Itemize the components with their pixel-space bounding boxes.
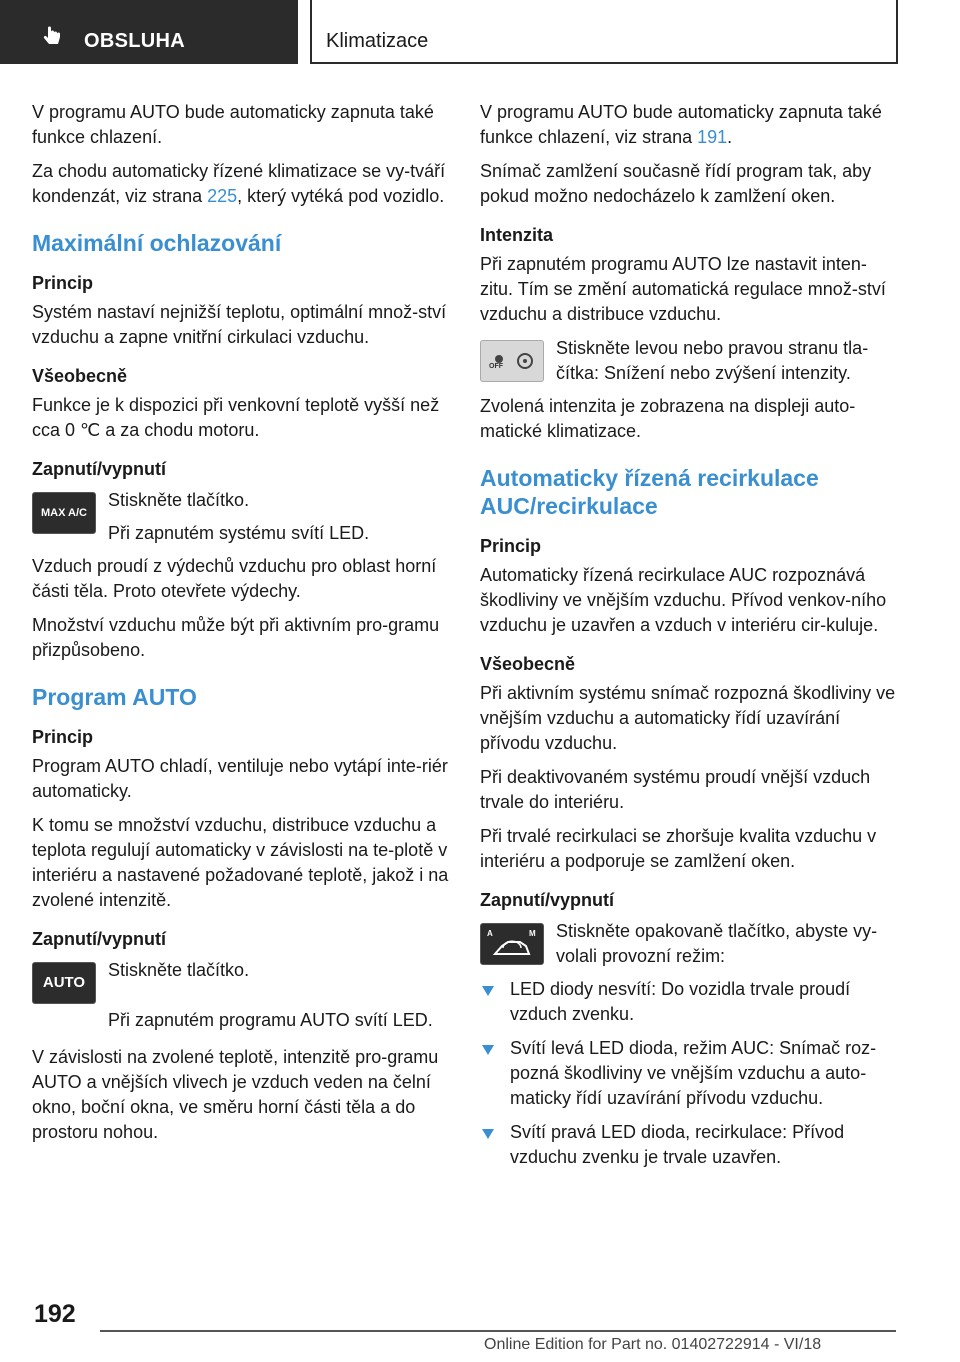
svg-text:M: M [529, 929, 536, 938]
instruction-text: Při zapnutém systému svítí LED. [108, 523, 370, 543]
svg-text:A: A [487, 929, 493, 938]
paragraph: K tomu se množství vzduchu, distribuce vzduchu a teplota regulují automaticky v závislosti na te‐plotě v interiéru a nastavené požadované teplotě, jakož i na zvolené intenzitě. [32, 815, 449, 910]
triangle-bullet-icon [482, 1045, 494, 1055]
paragraph: Zvolená intenzita je zobrazena na displeji auto‐matické klimatizace. [480, 396, 856, 441]
car-recirculation-icon [481, 924, 543, 964]
instruction-text: Stiskněte tlačítko. [108, 490, 250, 510]
paragraph: V programu AUTO bude automaticky zapnuta také funkce chlazení, viz strana 191. [480, 102, 882, 147]
page-header [0, 0, 960, 66]
button-instruction [480, 919, 898, 969]
paragraph: Při aktivním systému snímač rozpozná škodliviny ve vnějším vzduchu a automaticky řídí uzavírání přívodu vzduchu. [480, 683, 896, 753]
subheading: Všeobecně [480, 654, 576, 674]
paragraph: V závislosti na zvolené teplotě, intenzitě pro‐gramu AUTO a vnějších vlivech je vzduch veden na čelní okno, boční okna, ve směru horní části těla a do prostoru nohou. [32, 1047, 439, 1142]
mode-list [480, 977, 898, 1170]
instruction-text: Stiskněte opakovaně tlačítko, abyste vy‐volali provozní režim: [556, 921, 878, 966]
section-heading: Automaticky řízená recirkulace AUC/recirkulace [480, 465, 819, 519]
footer-divider [100, 1330, 896, 1332]
section-tab [0, 0, 298, 64]
paragraph: Při trvalé recirkulaci se zhoršuje kvalita vzduchu v interiéru a podporuje se zamlžení oken. [480, 826, 877, 871]
paragraph: Automaticky řízená recirkulace AUC rozpoznává škodliviny ve vnějším vzduchu. Přívod venkov‐ního vzduchu je uzavřen a vzduch v interiéru cir‐kuluje. [480, 565, 887, 635]
instruction-text: Stiskněte tlačítko. [108, 960, 250, 980]
paragraph: Za chodu automaticky řízené klimatizace se vy‐tváří kondenzát, viz strana 225, který vytéká pod vozidlo. [32, 161, 446, 206]
fan-icon [481, 341, 543, 381]
left-column [32, 100, 450, 1154]
intensity-button-image [480, 340, 544, 382]
subheading: Zapnutí/vypnutí [32, 459, 166, 479]
paragraph: Při zapnutém programu AUTO lze nastavit inten‐zitu. Tím se změní automatická regulace množ‐ství vzduchu a distribuce vzduchu. [480, 254, 886, 324]
subheading: Princip [480, 536, 542, 556]
subheading: Zapnutí/vypnutí [480, 890, 614, 910]
section-label: OBSLUHA [84, 30, 185, 52]
button-instruction [32, 958, 450, 1008]
chapter-title: Klimatizace [326, 30, 429, 52]
subheading: Princip [32, 273, 94, 293]
list-item: Svítí pravá LED dioda, recirkulace: Přívod vzduchu zvenku je trvale uzavřen. [480, 1120, 898, 1170]
triangle-bullet-icon [482, 986, 494, 996]
page-link[interactable]: 225 [207, 186, 238, 206]
right-column [480, 100, 898, 1179]
paragraph: Při deaktivovaném systému proudí vnější vzduch trvale do interiéru. [480, 767, 871, 812]
subheading: Zapnutí/vypnutí [32, 929, 166, 949]
paragraph: Snímač zamlžení současně řídí program tak, aby pokud možno nedocházelo k zamlžení oken. [480, 161, 872, 206]
paragraph: Množství vzduchu může být při aktivním pro‐gramu přizpůsobeno. [32, 615, 440, 660]
svg-text:OFF: OFF [489, 363, 503, 370]
subheading: Intenzita [480, 225, 554, 245]
paragraph: Funkce je k dispozici při venkovní teplotě vyšší než cca 0 ℃ a za chodu motoru. [32, 395, 440, 440]
section-heading: Maximální ochlazování [32, 230, 282, 256]
button-instruction [480, 336, 898, 386]
paragraph: Při zapnutém programu AUTO svítí LED. [108, 1010, 433, 1030]
chapter-tab [310, 0, 898, 64]
button-instruction [32, 488, 450, 546]
hand-pointer-icon [40, 25, 64, 49]
instruction-text: Stiskněte levou nebo pravou stranu tla‐čítka: Snížení nebo zvýšení intenzity. [556, 338, 869, 383]
paragraph: V programu AUTO bude automaticky zapnuta také funkce chlazení. [32, 102, 434, 147]
auto-button-image: AUTO [32, 962, 96, 1004]
subheading: Všeobecně [32, 366, 128, 386]
triangle-bullet-icon [482, 1129, 494, 1139]
max-ac-button-image: MAX A/C [32, 492, 96, 534]
list-item: LED diody nesvítí: Do vozidla trvale proudí vzduch zvenku. [480, 977, 898, 1027]
section-heading: Program AUTO [32, 684, 197, 710]
recirculation-button-image [480, 923, 544, 965]
page-link[interactable]: 191 [697, 127, 728, 147]
subheading: Princip [32, 727, 94, 747]
paragraph: Systém nastaví nejnižší teplotu, optimální množ‐ství vzduchu a zapne vnitřní cirkulaci vzduchu. [32, 302, 447, 347]
page-number: 192 [34, 1300, 76, 1328]
paragraph: Program AUTO chladí, ventiluje nebo vytápí inte‐riér automaticky. [32, 756, 448, 801]
list-item: Svítí levá LED dioda, režim AUC: Snímač roz‐pozná škodliviny ve vnějším vzduchu a auto‐maticky řídí uzavírání přívodu vzduchu. [480, 1036, 898, 1111]
edition-note: Online Edition for Part no. 01402722914 - VI/18 [484, 1336, 822, 1353]
paragraph: Vzduch proudí z výdechů vzduchu pro oblast horní části těla. Proto otevřete výdechy. [32, 556, 437, 601]
